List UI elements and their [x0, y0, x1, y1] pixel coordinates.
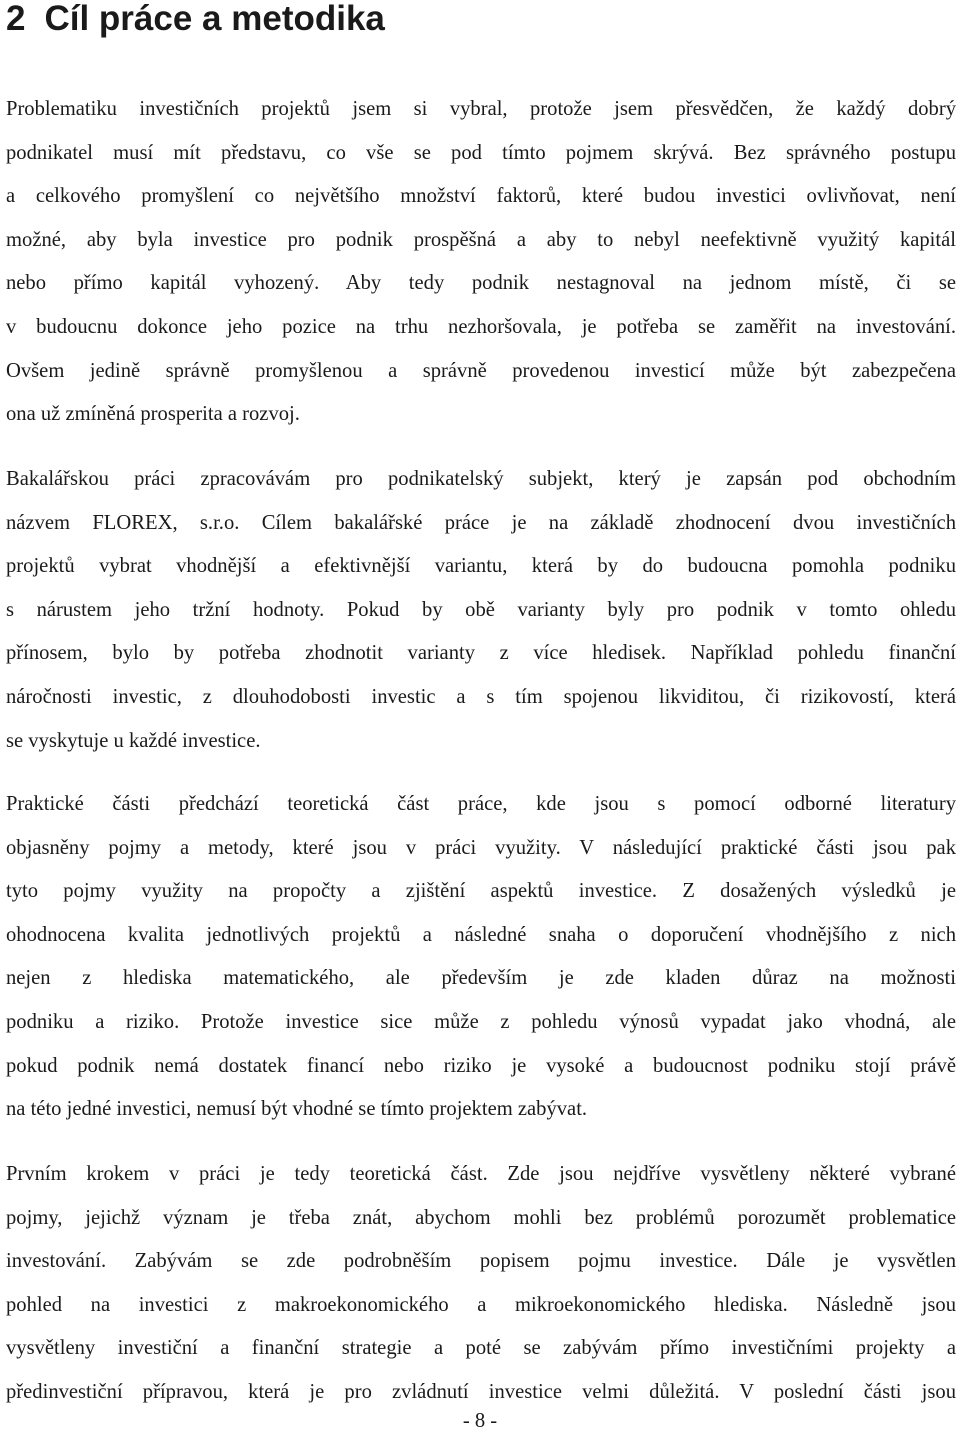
chapter-heading — [6, 0, 385, 44]
text-line: tyto pojmy využity na propočty a zjištění aspektů investice. Z dosažených výsledků je — [6, 880, 956, 903]
chapter-number: 2 — [6, 0, 26, 38]
text-line: projektů vybrat vhodnější a efektivnější variantu, která by do budoucna pomohla podniku — [6, 555, 956, 578]
paragraph-2 — [6, 458, 956, 763]
text-line: vysvětleny investiční a finanční strategie a poté se zabývám přímo investičními projekty a — [6, 1337, 956, 1360]
text-line: Prvním krokem v práci je tedy teoretická část. Zde jsou nejdříve vysvětleny některé vybrané — [6, 1163, 956, 1185]
text-line: pojmy, jejichž význam je třeba znát, abychom mohli bez problémů porozumět problematice — [6, 1206, 956, 1229]
text-line: Praktické části předchází teoretická část práce, kde jsou s pomocí odborné literatury — [6, 793, 956, 815]
text-line: pokud podnik nemá dostatek financí nebo riziko je vysoké a budoucnost podniku stojí právě — [6, 1054, 956, 1077]
text-line: nebo přímo kapitál vyhozený. Aby tedy podnik nestagnoval na jednom místě, či se — [6, 272, 956, 295]
text-line: s nárustem jeho tržní hodnoty. Pokud by obě varianty byly pro podnik v tomto ohledu — [6, 598, 956, 621]
text-line: podniku a riziko. Protože investice sice může z pohledu výnosů vypadat jako vhodná, ale — [6, 1010, 956, 1033]
text-line: názvem FLOREX, s.r.o. Cílem bakalářské práce je na základě zhodnocení dvou investičních — [6, 511, 956, 534]
text-line: na této jedné investici, nemusí být vhodné se tímto projektem zabývat. — [6, 1098, 588, 1121]
text-line: podnikatel musí mít představu, co vše se pod tímto pojmem skrývá. Bez správného postupu — [6, 141, 956, 164]
text-line: možné, aby byla investice pro podnik prospěšná a aby to nebyl neefektivně využitý kapitál — [6, 228, 956, 251]
paragraph-1 — [6, 88, 956, 437]
text-line: investování. Zabývám se zde podrobněším popisem pojmu investice. Dále je vysvětlen — [6, 1250, 956, 1273]
text-line: Ovšem jedině správně promyšlenou a správně provedenou investicí může být zabezpečena — [6, 359, 956, 382]
text-line: nejen z hlediska matematického, ale především je zde kladen důraz na možnosti — [6, 967, 956, 990]
text-line: Problematiku investičních projektů jsem si vybral, protože jsem přesvědčen, že každý dobrý — [6, 98, 956, 120]
text-line: ona už zmíněná prosperita a rozvoj. — [6, 403, 300, 426]
text-line: a celkového promyšlení co největšího množství faktorů, které budou investici ovlivňovat, není — [6, 185, 956, 208]
text-line: přínosem, bylo by potřeba zhodnotit varianty z více hledisek. Například pohledu finanční — [6, 642, 956, 665]
text-line: pohled na investici z makroekonomického a mikroekonomického hlediska. Následně jsou — [6, 1293, 956, 1316]
text-line: objasněny pojmy a metody, které jsou v práci využity. V následující praktické části jsou pak — [6, 836, 956, 859]
text-line: v budoucnu dokonce jeho pozice na trhu nezhoršovala, je potřeba se zaměřit na investování. — [6, 315, 956, 338]
page-number: - 8 - — [462, 1410, 498, 1432]
chapter-title: Cíl práce a metodika — [44, 0, 385, 38]
text-line: náročnosti investic, z dlouhodobosti investic a s tím spojenou likviditou, či rizikovostí, která — [6, 685, 956, 708]
text-line: ohodnocena kvalita jednotlivých projektů a následné snaha o doporučení vhodnějšího z nich — [6, 923, 956, 946]
text-line: Bakalářskou práci zpracovávám pro podnikatelský subjekt, který je zapsán pod obchodním — [6, 468, 956, 490]
text-line: se vyskytuje u každé investice. — [6, 729, 261, 752]
paragraph-4 — [6, 1153, 956, 1415]
paragraph-3 — [6, 783, 956, 1132]
text-line: předinvestiční přípravou, která je pro zvládnutí investice velmi důležitá. V poslední části jsou — [6, 1380, 956, 1403]
